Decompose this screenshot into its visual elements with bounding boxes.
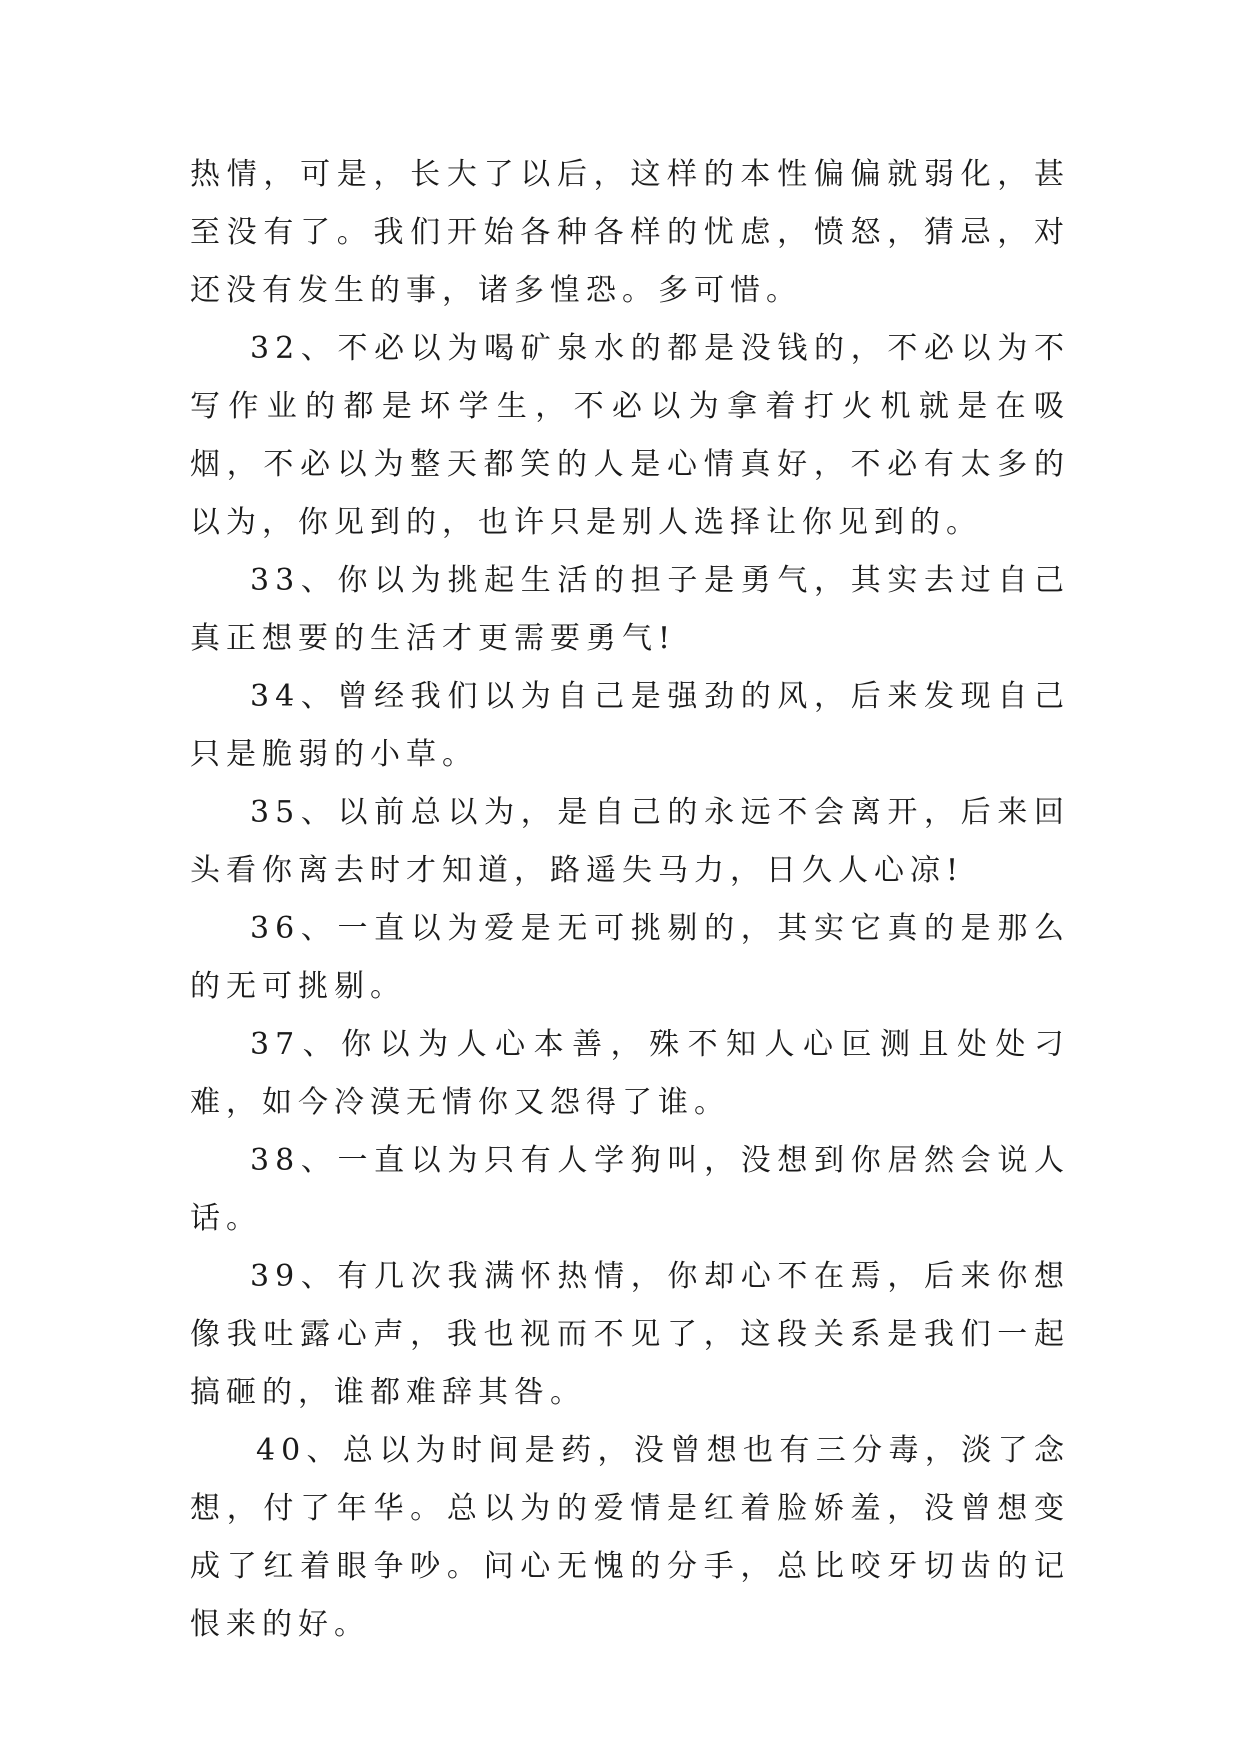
paragraph-36: 36、一直以为爱是无可挑剔的，其实它真的是那么的无可挑剔。	[190, 911, 1070, 1004]
document-page	[190, 146, 1070, 1654]
paragraph-34: 34、曾经我们以为自己是强劲的风，后来发现自己只是脆弱的小草。	[190, 679, 1070, 772]
paragraph-38: 38、一直以为只有人学狗叫，没想到你居然会说人话。	[190, 1143, 1070, 1236]
paragraph-32: 32、不必以为喝矿泉水的都是没钱的，不必以为不写作业的都是坏学生，不必以为拿着打火机就是在吸烟，不必以为整天都笑的人是心情真好，不必有太多的以为，你见到的，也许只是别人选择让你见到的。	[190, 331, 1070, 540]
paragraph-continuation: 热情，可是，长大了以后，这样的本性偏偏就弱化，甚至没有了。我们开始各种各样的忧虑，愤怒，猜忌，对还没有发生的事，诸多惶恐。多可惜。	[190, 157, 1070, 308]
paragraph-40: 40、总以为时间是药，没曾想也有三分毒，淡了念想，付了年华。总以为的爱情是红着脸娇羞，没曾想变成了红着眼争吵。问心无愧的分手，总比咬牙切齿的记恨来的好。	[190, 1433, 1070, 1642]
paragraph-37: 37、你以为人心本善，殊不知人心叵测且处处刁难，如今冷漠无情你又怨得了谁。	[190, 1027, 1070, 1120]
paragraph-39: 39、有几次我满怀热情，你却心不在焉，后来你想像我吐露心声，我也视而不见了，这段关系是我们一起搞砸的，谁都难辞其咎。	[190, 1259, 1070, 1410]
paragraph-35: 35、以前总以为，是自己的永远不会离开，后来回头看你离去时才知道，路遥失马力，日久人心凉!	[190, 795, 1070, 888]
paragraph-33: 33、你以为挑起生活的担子是勇气，其实去过自己真正想要的生活才更需要勇气!	[190, 563, 1070, 656]
